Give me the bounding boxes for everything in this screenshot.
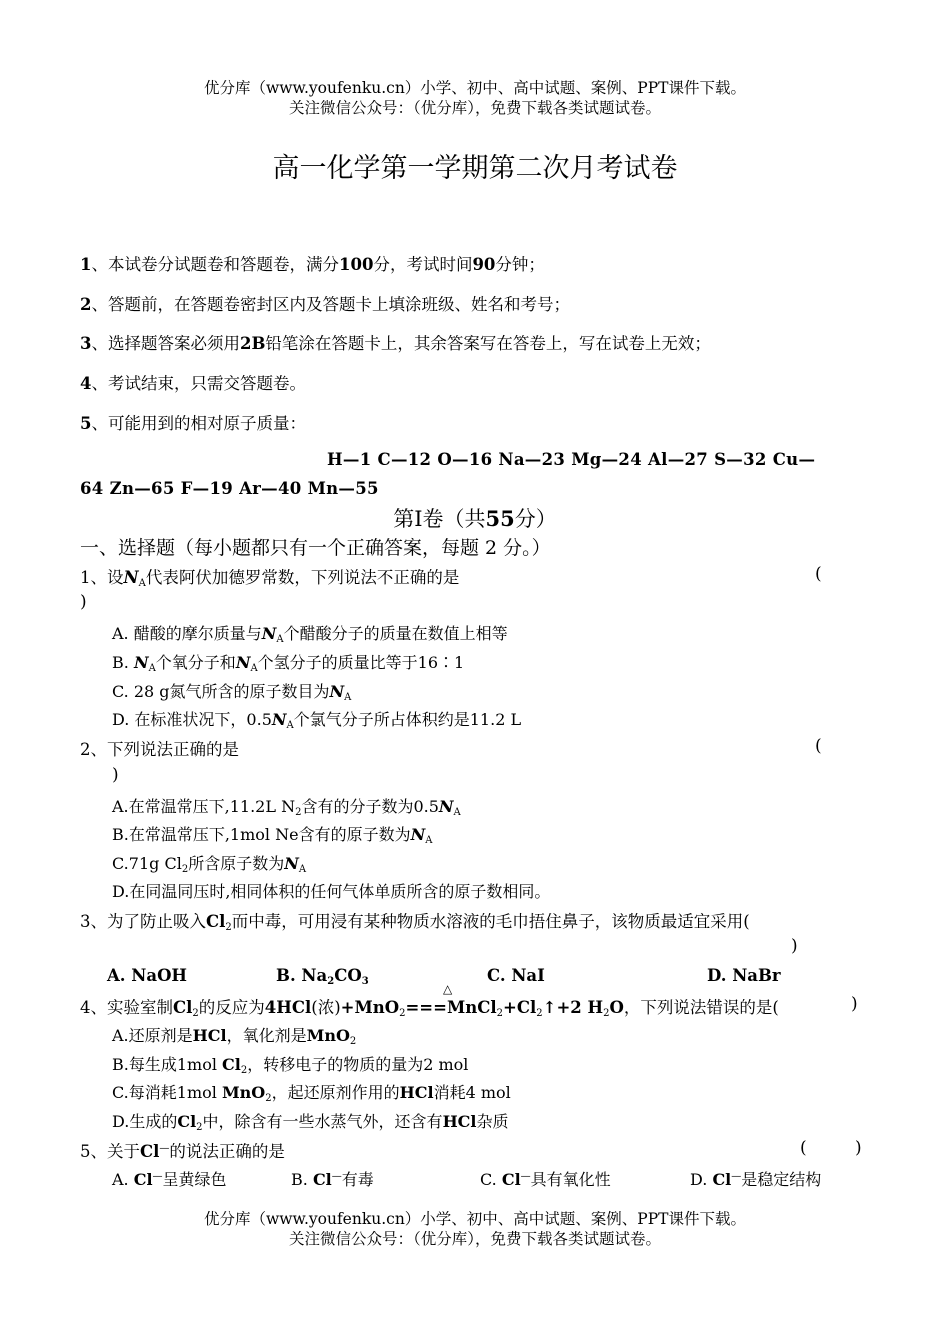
q5-b-ion: Cl [312,1170,332,1189]
q3-stem [80,908,750,933]
q1-na-sub: A [138,578,146,589]
q2-option-b [112,822,432,846]
q3-option-a: A. NaOH [107,966,188,985]
q5-b-ion-sup: — [331,1171,342,1182]
q1-c-text: C. 28 g氮气所含的原子数目为 [112,682,330,701]
q1-d-na-sub: A [286,720,294,731]
q2-answer-paren-open: ( [815,736,822,756]
q4-eq-2: +MnO [340,998,400,1017]
q3-option-c: C. NaI [487,966,545,985]
q1-b-na-2: N [235,653,251,672]
q2-a-text-2: 含有的分子数为0.5 [301,797,439,816]
q2-stem [80,736,239,760]
q1-stem [80,564,459,589]
q4-option-c [112,1080,511,1104]
q1-option-d [112,707,521,731]
q4-eq-5-sub: 2 [603,1008,610,1019]
q4-delta-symbol: △ [443,982,453,996]
q4-c-sub: 2 [265,1093,272,1104]
q2-number: 2、 [80,740,107,759]
q5-b-text-2: 有毒 [341,1170,374,1189]
q4-c-text-3: 消耗4 mol [433,1083,511,1102]
q4-a-mno: MnO [306,1026,350,1045]
q1-d-text-1: D. 在标准状况下，0.5 [112,710,272,729]
note-4-text: 、考试结束，只需交答题卷。 [91,374,306,393]
q2-answer-paren-close: ) [112,765,119,785]
q2-stem-text: 下列说法正确的是 [107,740,239,759]
atomic-masses-line-2: 64 Zn—65 F—19 Ar—40 Mn—55 [80,479,379,498]
q5-c-ion: Cl [501,1170,521,1189]
q1-a-text-2: 个醋酸分子的质量在数值上相等 [283,624,508,643]
q1-b-text-2: 个氧分子和 [155,653,236,672]
q4-eq-3-sub: 2 [496,1008,504,1019]
note-5-number: 5 [80,414,92,433]
note-1-text-a: 、本试卷分试题卷和答题卷，满分 [91,255,339,274]
q4-c-text-1: C.每消耗1mol [112,1083,222,1102]
q5-option-b [291,1167,374,1190]
q2-b-na: N [410,825,426,844]
note-4 [80,370,306,394]
q3-b-text-1: B. Na [276,966,328,985]
note-1-score: 100 [338,255,374,274]
q1-b-text-1: B. [112,653,134,672]
q3-option-b [276,966,369,987]
atomic-masses-line-1: H—1 C—12 O—16 Na—23 Mg—24 Al—27 S—32 Cu— [327,450,816,469]
q1-d-na: N [271,710,287,729]
q5-a-ion-sup: — [152,1171,163,1182]
q4-cl: Cl [173,998,193,1017]
q2-a-na-sub: A [453,807,461,818]
q5-number: 5、 [80,1142,107,1161]
note-3 [80,330,711,354]
section-title-b: 分） [514,507,557,531]
q1-b-na-sub-2: A [250,663,258,674]
q5-stem-a: 关于 [107,1142,140,1161]
note-3-pencil: 2B [239,334,266,353]
q3-stem-b: 而中毒，可用浸有某种物质水溶液的毛巾捂住鼻子，该物质最适宜采用( [231,912,750,931]
q5-answer-paren-open: ( [800,1138,807,1158]
q4-d-cl: Cl [177,1112,197,1131]
q4-stem-c: ，下列说法错误的是( [623,998,779,1017]
q4-stem-b: 的反应为 [198,998,265,1017]
q5-d-text-2: 是稳定结构 [741,1170,822,1189]
q4-eq-1: 4HCl [264,998,312,1017]
q5-option-d [690,1167,821,1190]
q4-option-d [112,1109,509,1133]
note-5-text: 、可能用到的相对原子质量： [91,414,306,433]
note-2 [80,291,570,315]
q1-answer-paren-open: ( [815,564,822,584]
q3-b-sub-2: 3 [361,976,369,987]
part-1-heading: 一、选择题（每小题都只有一个正确答案，每题 2 分。） [80,537,551,559]
q2-c-text-2: 所含原子数为 [188,854,285,873]
q4-eq-5: ↑+2 H [542,998,604,1017]
q1-na-symbol: N [123,568,139,587]
q4-c-mno: MnO [221,1083,266,1102]
q2-c-na-sub: A [298,864,307,875]
q4-option-a [112,1023,356,1047]
q3-number: 3、 [80,912,107,931]
q4-c-hcl: HCl [399,1083,434,1102]
q3-option-d: D. NaBr [707,966,781,985]
page-title: 高一化学第一学期第二次月考试卷 [272,153,678,184]
q1-a-text-1: A. 醋酸的摩尔质量与 [112,624,262,643]
q4-eq-arrow: === [405,998,447,1017]
q1-option-c [112,679,351,703]
q4-a-text-2: ，氧化剂是 [226,1026,307,1045]
q2-b-text: B.在常温常压下,1mol Ne含有的原子数为 [112,825,411,844]
q1-b-na-1: N [133,653,149,672]
q2-c-text-1: C.71g Cl [112,854,182,873]
q4-b-text-2: ，转移电子的物质的量为2 mol [247,1055,469,1074]
q4-d-text-3: 杂质 [476,1112,509,1131]
q1-answer-paren-close: ) [80,592,87,612]
q2-a-sub: 2 [295,807,302,818]
q2-option-c [112,851,306,875]
q4-d-text-1: D.生成的 [112,1112,178,1131]
q4-eq-conc: (浓) [311,998,341,1017]
q2-c-na: N [284,854,299,873]
q5-c-ion-sup: — [520,1171,531,1182]
q1-b-na-sub-1: A [148,663,156,674]
section-title [0,503,950,533]
q5-stem [80,1138,285,1162]
q5-c-text-2: 具有氧化性 [530,1170,611,1189]
q5-a-text-2: 呈黄绿色 [162,1170,227,1189]
q4-b-cl: Cl [222,1055,241,1074]
q2-option-d: D.在同温同压时,相同体积的任何气体单质所含的原子数相同。 [112,882,551,901]
q2-a-text-1: A.在常温常压下,11.2L N [112,797,296,816]
q4-eq-4: +Cl [503,998,537,1017]
note-3-text-b: 铅笔涂在答题卡上，其余答案写在答卷上，写在试卷上无效； [265,334,711,353]
note-1-text-b: 分，考试时间 [373,255,473,274]
note-1 [80,251,545,275]
header-line-2: 关注微信公众号：（优分库），免费下载各类试题试卷。 [288,99,661,117]
note-4-number: 4 [80,374,92,393]
note-1-number: 1 [80,255,92,274]
q4-d-sub: 2 [196,1122,203,1133]
q4-b-text-1: B.每生成1mol [112,1055,223,1074]
q3-answer-paren-close: ) [791,936,798,956]
q5-c-text-1: C. [480,1170,502,1189]
q1-c-na-sub: A [344,692,352,703]
q4-stem [80,994,779,1019]
q4-eq-2-sub: 2 [399,1008,406,1019]
q1-option-a [112,621,508,645]
q1-stem-a: 设 [107,568,124,587]
q5-answer-paren-close: ) [855,1138,862,1158]
q4-answer-paren-close: ) [851,994,858,1014]
q3-cl-sub: 2 [225,922,232,933]
footer-line-2: 关注微信公众号：（优分库），免费下载各类试题试卷。 [288,1230,661,1248]
q4-option-b [112,1052,468,1076]
footer-line-1: 优分库（www.youfenku.cn）小学、初中、高中试题、案例、PPT课件下载。 [203,1210,747,1228]
q5-d-ion-sup: — [731,1171,742,1182]
note-2-number: 2 [80,295,92,314]
note-1-time: 90 [472,255,496,274]
q4-a-hcl: HCl [192,1026,227,1045]
q4-cl-sub: 2 [192,1008,199,1019]
q1-b-text-3: 个氢分子的质量比等于16∶1 [257,653,465,672]
q5-a-ion: Cl [133,1170,153,1189]
q3-cl: Cl [206,912,226,931]
q5-d-text-1: D. [690,1170,713,1189]
q3-b-text-2: CO [334,966,362,985]
q4-eq-3: MnCl [446,998,497,1017]
q3-b-sub-1: 2 [327,976,335,987]
q4-eq-6: O [609,998,624,1017]
q4-d-hcl: HCl [442,1112,477,1131]
q5-ion-sup: — [159,1143,170,1154]
note-2-text: 、答题前，在答题卷密封区内及答题卡上填涂班级、姓名和考号； [91,295,570,314]
q5-option-a [112,1167,227,1190]
note-5 [80,410,306,434]
q1-stem-b: 代表阿伏加德罗常数，下列说法不正确的是 [145,568,460,587]
note-3-number: 3 [80,334,92,353]
q1-option-b [112,650,464,674]
q4-a-sub: 2 [349,1036,357,1047]
q4-stem-a: 实验室制 [107,998,173,1017]
header-line-1: 优分库（www.youfenku.cn）小学、初中、高中试题、案例、PPT课件下载。 [203,79,747,97]
q2-c-sub: 2 [181,864,189,875]
q4-eq-4-sub: 2 [536,1008,543,1019]
q1-number: 1、 [80,568,107,587]
section-title-a: 第Ⅰ卷（共 [393,507,486,531]
note-1-text-c: 分钟； [495,255,545,274]
q1-c-na: N [329,682,345,701]
q5-d-ion: Cl [712,1170,732,1189]
q4-b-sub: 2 [240,1065,248,1076]
q1-a-na: N [261,624,277,643]
q4-c-text-2: ，起还原剂作用的 [271,1083,400,1102]
q3-stem-a: 为了防止吸入 [107,912,206,931]
q4-d-text-2: 中，除含有一些水蒸气外，还含有 [202,1112,443,1131]
q5-a-text-1: A. [112,1170,134,1189]
q2-option-a [112,794,461,818]
q5-stem-b: 的说法正确的是 [169,1142,285,1161]
q1-d-text-2: 个氯气分子所占体积约是11.2 L [293,710,522,729]
q5-ion: Cl [140,1142,160,1161]
q5-b-text-1: B. [291,1170,313,1189]
q1-a-na-sub: A [276,634,284,645]
q5-option-c [480,1167,611,1190]
section-title-score: 55 [485,506,515,531]
q2-b-na-sub: A [425,835,433,846]
q4-number: 4、 [80,998,107,1017]
q4-a-text-1: A.还原剂是 [112,1026,193,1045]
q2-a-na: N [438,797,454,816]
note-3-text-a: 、选择题答案必须用 [91,334,240,353]
